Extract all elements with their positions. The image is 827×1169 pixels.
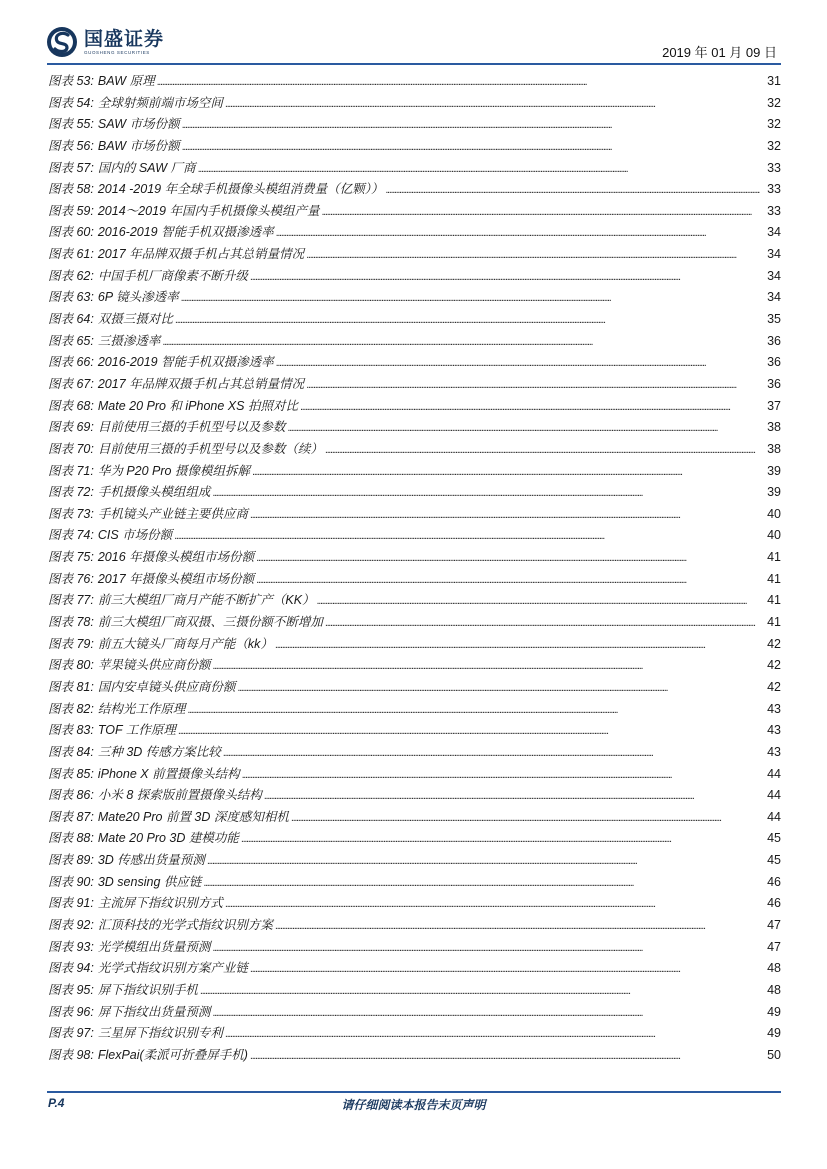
toc-entry-title: 国内安卓镜头供应商份额 xyxy=(97,679,236,694)
toc-entry-title: 全球射频前端市场空间 xyxy=(97,95,223,110)
toc-entry-label: 图表 57: xyxy=(48,160,94,175)
toc-leader-dots xyxy=(225,898,757,910)
toc-entry-label: 图表 55: xyxy=(48,117,94,132)
toc-entry[interactable] xyxy=(48,266,781,288)
guosheng-logo-icon xyxy=(46,26,78,58)
toc-entry-page: 36 xyxy=(767,355,781,370)
figure-list xyxy=(48,71,781,1066)
toc-entry-title: iPhone X 前置摄像头结构 xyxy=(97,766,240,781)
toc-leader-dots xyxy=(256,574,757,586)
toc-entry-page: 41 xyxy=(767,593,781,608)
toc-entry-label: 图表 66: xyxy=(48,355,94,370)
toc-entry-label: 图表 74: xyxy=(48,528,94,543)
toc-leader-dots xyxy=(174,530,757,542)
toc-leader-dots xyxy=(175,314,757,326)
toc-leader-dots xyxy=(187,704,757,716)
toc-entry-page: 33 xyxy=(767,203,781,218)
toc-entry-title: FlexPai(柔派可折叠屏手机) xyxy=(97,1047,248,1062)
toc-entry[interactable] xyxy=(48,590,781,612)
toc-leader-dots xyxy=(212,660,757,672)
toc-leader-dots xyxy=(212,487,757,499)
toc-leader-dots xyxy=(198,163,757,175)
toc-leader-dots xyxy=(321,206,757,218)
toc-entry-page: 43 xyxy=(767,744,781,759)
toc-entry-title: 国内的 SAW 厂商 xyxy=(97,160,196,175)
toc-entry[interactable] xyxy=(48,158,781,180)
toc-entry-label: 图表 79: xyxy=(48,636,94,651)
toc-entry-label: 图表 93: xyxy=(48,939,94,954)
toc-entry-title: 2017 年摄像头模组市场份额 xyxy=(97,571,255,586)
toc-entry-page: 32 xyxy=(767,138,781,153)
toc-entry-label: 图表 86: xyxy=(48,788,94,803)
toc-entry-label: 图表 91: xyxy=(48,896,94,911)
toc-entry-title: 前三大模组厂商双摄、三摄份额不断增加 xyxy=(97,615,323,630)
toc-entry-title: 前三大模组厂商月产能不断扩产（KK） xyxy=(97,593,315,608)
toc-entry[interactable] xyxy=(48,331,781,353)
toc-leader-dots xyxy=(242,769,757,781)
toc-entry-page: 34 xyxy=(767,268,781,283)
toc-entry[interactable] xyxy=(48,828,781,850)
toc-entry-page: 40 xyxy=(767,528,781,543)
toc-entry[interactable] xyxy=(48,850,781,872)
toc-entry-page: 41 xyxy=(767,550,781,565)
toc-entry-page: 39 xyxy=(767,485,781,500)
toc-entry[interactable] xyxy=(48,634,781,656)
toc-entry-label: 图表 58: xyxy=(48,182,94,197)
toc-leader-dots xyxy=(203,877,757,889)
toc-entry-title: 前五大镜头厂商每月产能（kk） xyxy=(97,636,273,651)
toc-entry-page: 47 xyxy=(767,939,781,954)
toc-entry[interactable] xyxy=(48,136,781,158)
toc-entry-label: 图表 64: xyxy=(48,312,94,327)
toc-entry-page: 45 xyxy=(767,831,781,846)
logo-name-cn: 国盛证券 xyxy=(84,28,165,50)
toc-entry-title: SAW 市场份额 xyxy=(97,117,180,132)
header-divider xyxy=(47,63,781,65)
toc-entry-label: 图表 97: xyxy=(48,1026,94,1041)
toc-entry[interactable] xyxy=(48,482,781,504)
toc-entry-label: 图表 77: xyxy=(48,593,94,608)
toc-entry[interactable] xyxy=(48,764,781,786)
toc-leader-dots xyxy=(325,617,757,629)
toc-entry-page: 40 xyxy=(767,506,781,521)
toc-entry-label: 图表 95: xyxy=(48,982,94,997)
toc-entry[interactable] xyxy=(48,785,781,807)
toc-leader-dots xyxy=(325,444,757,456)
toc-entry[interactable] xyxy=(48,569,781,591)
toc-entry-title: BAW 市场份额 xyxy=(97,138,180,153)
toc-entry-title: 目前使用三摄的手机型号以及参数 xyxy=(97,420,286,435)
toc-entry[interactable] xyxy=(48,958,781,980)
toc-leader-dots xyxy=(178,725,757,737)
toc-entry-title: 手机摄像头模组组成 xyxy=(97,485,211,500)
toc-entry[interactable] xyxy=(48,396,781,418)
toc-leader-dots xyxy=(182,141,757,153)
toc-entry[interactable] xyxy=(48,244,781,266)
toc-entry-page: 34 xyxy=(767,290,781,305)
toc-entry-page: 32 xyxy=(767,117,781,132)
toc-entry-page: 34 xyxy=(767,225,781,240)
toc-leader-dots xyxy=(250,1050,757,1062)
toc-entry[interactable] xyxy=(48,201,781,223)
toc-entry-page: 44 xyxy=(767,766,781,781)
toc-leader-dots xyxy=(385,184,759,196)
toc-entry-title: 6P 镜头渗透率 xyxy=(97,290,179,305)
toc-entry[interactable] xyxy=(48,179,781,201)
toc-entry-label: 图表 81: xyxy=(48,679,94,694)
toc-leader-dots xyxy=(250,271,757,283)
toc-entry-page: 43 xyxy=(767,723,781,738)
toc-entry-title: 目前使用三摄的手机型号以及参数（续） xyxy=(97,441,323,456)
toc-entry-label: 图表 54: xyxy=(48,95,94,110)
toc-leader-dots xyxy=(287,422,757,434)
toc-entry[interactable] xyxy=(48,352,781,374)
toc-leader-dots xyxy=(182,119,757,131)
toc-leader-dots xyxy=(276,357,757,369)
toc-entry-title: 苹果镜头供应商份额 xyxy=(97,658,211,673)
toc-entry-label: 图表 68: xyxy=(48,398,94,413)
toc-entry-label: 图表 96: xyxy=(48,1004,94,1019)
toc-entry-title: 2017 年品牌双摄手机占其总销量情况 xyxy=(97,376,305,391)
toc-entry-page: 47 xyxy=(767,917,781,932)
toc-leader-dots xyxy=(225,98,757,110)
toc-entry-label: 图表 61: xyxy=(48,247,94,262)
toc-entry-label: 图表 87: xyxy=(48,809,94,824)
toc-entry-page: 42 xyxy=(767,679,781,694)
toc-entry[interactable] xyxy=(48,937,781,959)
toc-entry-title: Mate 20 Pro 3D 建模功能 xyxy=(97,831,239,846)
toc-entry-title: BAW 原理 xyxy=(97,74,155,88)
toc-entry-page: 44 xyxy=(767,809,781,824)
toc-entry[interactable] xyxy=(48,374,781,396)
toc-entry-page: 43 xyxy=(767,701,781,716)
toc-leader-dots xyxy=(207,855,757,867)
toc-leader-dots xyxy=(162,336,757,348)
toc-entry[interactable] xyxy=(48,655,781,677)
toc-entry-label: 图表 73: xyxy=(48,506,94,521)
toc-entry-label: 图表 63: xyxy=(48,290,94,305)
toc-entry-page: 42 xyxy=(767,658,781,673)
toc-entry-page: 49 xyxy=(767,1004,781,1019)
toc-leader-dots xyxy=(306,249,757,261)
toc-entry-title: 主流屏下指纹识别方式 xyxy=(97,896,223,911)
toc-entry[interactable] xyxy=(48,1023,781,1045)
toc-entry-page: 32 xyxy=(767,95,781,110)
toc-entry-label: 图表 59: xyxy=(48,203,94,218)
toc-entry-page: 38 xyxy=(767,441,781,456)
toc-entry-label: 图表 67: xyxy=(48,376,94,391)
toc-entry-page: 46 xyxy=(767,896,781,911)
toc-entry-page: 36 xyxy=(767,333,781,348)
toc-entry-title: Mate20 Pro 前置 3D 深度感知相机 xyxy=(97,809,289,824)
toc-entry[interactable] xyxy=(48,720,781,742)
toc-entry-title: 2016-2019 智能手机双摄渗透率 xyxy=(97,355,274,370)
toc-leader-dots xyxy=(264,790,757,802)
toc-entry[interactable] xyxy=(48,461,781,483)
toc-entry[interactable] xyxy=(48,222,781,244)
toc-entry-title: 2016 年摄像头模组市场份额 xyxy=(97,550,255,565)
toc-entry-title: Mate 20 Pro 和 iPhone XS 拍照对比 xyxy=(97,398,298,413)
toc-entry[interactable] xyxy=(48,114,781,136)
toc-entry-label: 图表 60: xyxy=(48,225,94,240)
toc-leader-dots xyxy=(241,833,757,845)
toc-entry[interactable] xyxy=(48,93,781,115)
logo-text xyxy=(84,28,164,56)
toc-entry-title: 三种 3D 传感方案比较 xyxy=(97,744,221,759)
toc-entry-title: 2017 年品牌双摄手机占其总销量情况 xyxy=(97,247,305,262)
toc-leader-dots xyxy=(225,1028,757,1040)
toc-entry-label: 图表 69: xyxy=(48,420,94,435)
toc-leader-dots xyxy=(157,76,757,88)
page-number: P.4 xyxy=(48,1096,65,1110)
toc-leader-dots xyxy=(252,466,757,478)
toc-entry-label: 图表 90: xyxy=(48,874,94,889)
toc-leader-dots xyxy=(181,292,757,304)
toc-entry-title: 双摄三摄对比 xyxy=(97,312,173,327)
toc-entry[interactable] xyxy=(48,677,781,699)
toc-entry[interactable] xyxy=(48,1045,781,1067)
toc-leader-dots xyxy=(212,1007,757,1019)
toc-leader-dots xyxy=(306,379,757,391)
toc-leader-dots xyxy=(275,639,757,651)
toc-entry-title: 屏下指纹出货量预测 xyxy=(97,1004,211,1019)
toc-entry[interactable] xyxy=(48,893,781,915)
toc-entry-title: 中国手机厂商像素不断升级 xyxy=(97,268,248,283)
toc-entry-title: 2014～2019 年国内手机摄像头模组产量 xyxy=(97,203,320,218)
toc-entry-page: 46 xyxy=(767,874,781,889)
toc-entry-label: 图表 92: xyxy=(48,917,94,932)
footer-disclaimer: 请仔细阅读本报告末页声明 xyxy=(341,1098,486,1112)
toc-entry-page: 34 xyxy=(767,247,781,262)
toc-entry-page: 44 xyxy=(767,788,781,803)
toc-entry-label: 图表 62: xyxy=(48,268,94,283)
footer-divider xyxy=(47,1091,781,1093)
toc-entry-page: 39 xyxy=(767,463,781,478)
toc-leader-dots xyxy=(300,401,757,413)
toc-entry-label: 图表 56: xyxy=(48,138,94,153)
toc-entry-label: 图表 70: xyxy=(48,441,94,456)
toc-entry-page: 45 xyxy=(767,853,781,868)
toc-entry[interactable] xyxy=(48,612,781,634)
toc-entry-page: 38 xyxy=(767,420,781,435)
toc-entry[interactable] xyxy=(48,439,781,461)
toc-entry-page: 36 xyxy=(767,376,781,391)
toc-entry-page: 37 xyxy=(767,398,781,413)
toc-entry-title: 光学模组出货量预测 xyxy=(97,939,211,954)
toc-entry-label: 图表 65: xyxy=(48,333,94,348)
toc-entry-label: 图表 78: xyxy=(48,615,94,630)
toc-entry[interactable] xyxy=(48,504,781,526)
page-header xyxy=(0,0,827,70)
toc-entry[interactable] xyxy=(48,699,781,721)
toc-entry-page: 35 xyxy=(767,312,781,327)
toc-entry-label: 图表 80: xyxy=(48,658,94,673)
toc-entry[interactable] xyxy=(48,915,781,937)
toc-entry-title: 屏下指纹识别手机 xyxy=(97,982,198,997)
toc-entry[interactable] xyxy=(48,525,781,547)
toc-entry-label: 图表 76: xyxy=(48,571,94,586)
toc-entry-title: 手机镜头产业链主要供应商 xyxy=(97,506,248,521)
toc-entry-title: 结构光工作原理 xyxy=(97,701,186,716)
toc-entry-title: 华为 P20 Pro 摄像模组拆解 xyxy=(97,463,250,478)
toc-entry-page: 41 xyxy=(767,615,781,630)
toc-entry-title: 小米 8 探索版前置摄像头结构 xyxy=(97,788,262,803)
toc-entry-page: 42 xyxy=(767,636,781,651)
toc-entry[interactable] xyxy=(48,309,781,331)
toc-entry-label: 图表 98: xyxy=(48,1047,94,1062)
toc-entry-title: 汇顶科技的光学式指纹识别方案 xyxy=(97,917,273,932)
toc-entry[interactable] xyxy=(48,742,781,764)
toc-leader-dots xyxy=(200,985,757,997)
toc-entry-title: TOF 工作原理 xyxy=(97,723,176,738)
toc-entry-title: 3D sensing 供应链 xyxy=(97,874,202,889)
toc-entry-label: 图表 94: xyxy=(48,961,94,976)
toc-leader-dots xyxy=(250,963,757,975)
toc-entry-page: 33 xyxy=(767,160,781,175)
logo-name-en: GUOSHENG SECURITIES xyxy=(84,50,150,55)
toc-entry-label: 图表 88: xyxy=(48,831,94,846)
toc-entry-label: 图表 84: xyxy=(48,744,94,759)
toc-entry[interactable] xyxy=(48,287,781,309)
toc-entry[interactable] xyxy=(48,980,781,1002)
toc-entry-page: 50 xyxy=(767,1047,781,1062)
toc-entry-label: 图表 85: xyxy=(48,766,94,781)
toc-leader-dots xyxy=(275,920,757,932)
toc-entry-page: 49 xyxy=(767,1026,781,1041)
toc-entry[interactable] xyxy=(48,417,781,439)
toc-entry-page: 33 xyxy=(767,182,781,197)
toc-leader-dots xyxy=(250,509,757,521)
toc-entry-page: 31 xyxy=(767,74,781,88)
toc-entry-label: 图表 75: xyxy=(48,550,94,565)
toc-entry-label: 图表 83: xyxy=(48,723,94,738)
toc-leader-dots xyxy=(291,812,757,824)
toc-entry-label: 图表 82: xyxy=(48,701,94,716)
toc-entry-title: 3D 传感出货量预测 xyxy=(97,853,205,868)
toc-entry-title: 2016-2019 智能手机双摄渗透率 xyxy=(97,225,274,240)
toc-entry-title: 三星屏下指纹识别专利 xyxy=(97,1026,223,1041)
toc-entry-title: CIS 市场份额 xyxy=(97,528,173,543)
toc-leader-dots xyxy=(276,227,757,239)
toc-entry[interactable] xyxy=(48,71,781,93)
toc-entry-title: 光学式指纹识别方案产业链 xyxy=(97,961,248,976)
toc-leader-dots xyxy=(256,552,757,564)
toc-leader-dots xyxy=(317,595,757,607)
toc-entry-page: 48 xyxy=(767,961,781,976)
toc-entry-page: 48 xyxy=(767,982,781,997)
toc-entry-title: 2014 -2019 年全球手机摄像头模组消费量（亿颗）） xyxy=(97,182,384,197)
toc-leader-dots xyxy=(212,942,757,954)
toc-entry[interactable] xyxy=(48,807,781,829)
toc-entry-title: 三摄渗透率 xyxy=(97,333,161,348)
toc-entry-label: 图表 71: xyxy=(48,463,94,478)
toc-entry-page: 41 xyxy=(767,571,781,586)
toc-entry-label: 图表 89: xyxy=(48,853,94,868)
toc-entry-label: 图表 53: xyxy=(48,74,94,88)
toc-entry[interactable] xyxy=(48,872,781,894)
toc-entry-label: 图表 72: xyxy=(48,485,94,500)
toc-entry[interactable] xyxy=(48,1002,781,1024)
toc-leader-dots xyxy=(237,682,757,694)
toc-leader-dots xyxy=(223,747,757,759)
brand-logo xyxy=(46,26,164,58)
report-date: 2019 年 01 月 09 日 xyxy=(662,45,777,60)
toc-entry[interactable] xyxy=(48,547,781,569)
